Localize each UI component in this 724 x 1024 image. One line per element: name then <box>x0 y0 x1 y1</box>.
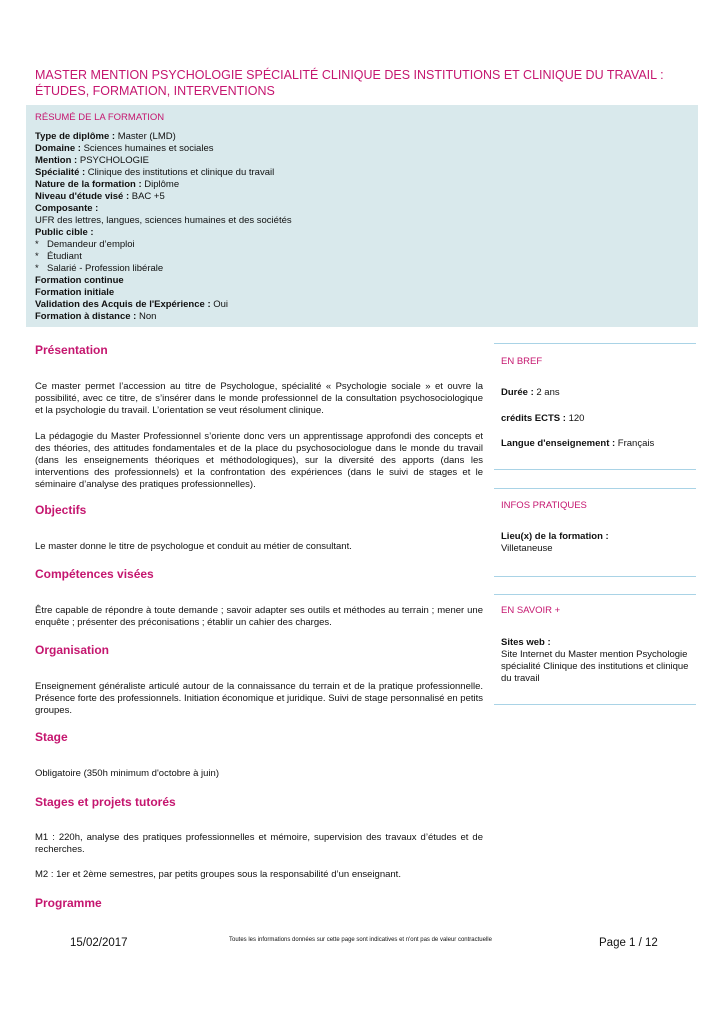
skills-paragraph: Être capable de répondre à toute demande ; savoir adapter ses outils et méthodes au terrain ; mener une enquête ; présenter des préconisations ; établir un cahier des charges. <box>35 605 483 628</box>
duration: Durée : 2 ans <box>501 387 560 398</box>
page-title: MASTER MENTION PSYCHOLOGIE SPÉCIALITÉ CLINIQUE DES INSTITUTIONS ET CLINIQUE DU TRAVAIL : ÉTUDES, FORMATION, INTERVENTIONS <box>35 68 664 98</box>
presentation-paragraph: Ce master permet l’accession au titre de Psychologue, spécialité « Psychologie sociale » et ouvre la possibilité, avec ce titre, de s’insérer dans le monde professionnel de la consultation psychosociologique et la psychologie du travail. L’orientation se veut résolument clinique. <box>35 381 483 416</box>
list-item: * Demandeur d’emploi <box>35 239 135 250</box>
projects-paragraph: M2 : 1er et 2ème semestres, par petits groupes sous la responsabilité d’un enseignant. <box>35 869 401 880</box>
internship-paragraph: Obligatoire (350h minimum d'octobre à juin) <box>35 768 219 779</box>
skills-title: Compétences visées <box>35 567 154 581</box>
diploma-type: Type de diplôme : Master (LMD) <box>35 131 176 142</box>
component-label: Composante : <box>35 203 99 214</box>
component-value: UFR des lettres, langues, sciences humaines et des sociétés <box>35 215 292 226</box>
mention: Mention : PSYCHOLOGIE <box>35 155 150 166</box>
teaching-language: Langue d'enseignement : Français <box>501 438 655 449</box>
list-item: * Étudiant <box>35 251 82 262</box>
vae: Validation des Acquis de l'Expérience : Oui <box>35 299 229 310</box>
distance-learning: Formation à distance : Non <box>35 311 157 322</box>
learn-more-heading: EN SAVOIR + <box>501 605 561 616</box>
objectives-paragraph: Le master donne le titre de psychologue et conduit au métier de consultant. <box>35 541 352 552</box>
organisation-title: Organisation <box>35 643 110 657</box>
page-number: Page 1 / 12 <box>599 937 658 949</box>
initial-education: Formation initiale <box>35 287 115 298</box>
programme-title: Programme <box>35 896 102 910</box>
in-brief-heading: EN BREF <box>501 356 543 367</box>
in-brief-box <box>494 343 696 470</box>
footer-date: 15/02/2017 <box>70 937 128 949</box>
internship-title: Stage <box>35 730 68 744</box>
websites-label: Sites web : <box>501 637 551 648</box>
location-value: Villetaneuse <box>501 543 553 554</box>
objectives-title: Objectifs <box>35 503 87 517</box>
study-level: Niveau d'étude visé : BAC +5 <box>35 191 165 202</box>
speciality: Spécialité : Clinique des institutions et clinique du travail <box>35 167 275 178</box>
ects-credits: crédits ECTS : 120 <box>501 413 585 424</box>
list-item: * Salarié - Profession libérale <box>35 263 164 274</box>
organisation-paragraph: Enseignement généraliste articulé autour de la connaissance du terrain et de la pratique professionnelle. Présence forte des professionnels. Initiation économique et juridique. Suivi de stage personnalisé en petits groupes. <box>35 681 483 716</box>
footer-disclaimer: Toutes les informations données sur cette page sont indicatives et n'ont pas de valeur contractuelle <box>229 937 492 943</box>
training-nature: Nature de la formation : Diplôme <box>35 179 180 190</box>
continuing-education: Formation continue <box>35 275 124 286</box>
location-label: Lieu(x) de la formation : <box>501 531 609 542</box>
practical-info-box <box>494 488 696 577</box>
presentation-title: Présentation <box>35 343 108 357</box>
presentation-paragraph: La pédagogie du Master Professionnel s’oriente donc vers un apprentissage approfondi des concepts et des théories, des attitudes fondamentales et de la place du psychosociologue dans le monde du travail (dans les enseignements théoriques et méthodologiques), sur la diversité des apports (dans les interventions des professionnels) et la confrontation des expériences (dans le suivi de stages et le séminaire d’analyse des pratiques professionnelles). <box>35 431 483 490</box>
projects-title: Stages et projets tutorés <box>35 795 176 809</box>
target-audience-label: Public cible : <box>35 227 94 238</box>
domain: Domaine : Sciences humaines et sociales <box>35 143 214 154</box>
summary-heading: RÉSUMÉ DE LA FORMATION <box>35 112 165 123</box>
website-link[interactable]: Site Internet du Master mention Psychologie spécialité Clinique des institutions et clinique du travail <box>501 649 689 684</box>
learn-more-box <box>494 594 696 705</box>
summary-box <box>26 105 698 327</box>
practical-info-heading: INFOS PRATIQUES <box>501 500 587 511</box>
projects-paragraph: M1 : 220h, analyse des pratiques professionnelles et mémoire, supervision des travaux d’études et de recherches. <box>35 832 483 855</box>
